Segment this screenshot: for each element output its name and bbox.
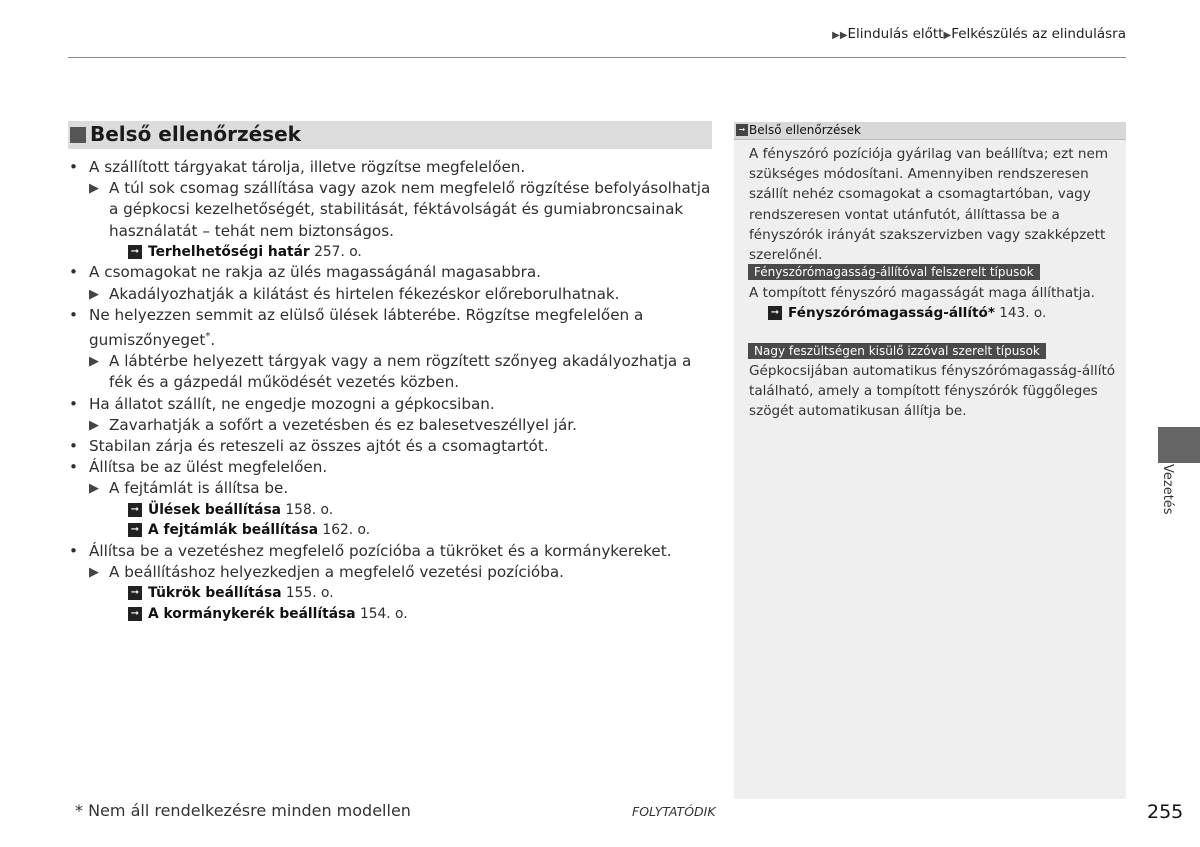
- triangle-icon: ▶: [943, 30, 952, 41]
- list-item-text: A szállított tárgyakat tárolja, illetve rögzítse megfelelően.: [89, 158, 526, 176]
- section-title: Belső ellenőrzések: [90, 122, 301, 146]
- list-item: [68, 262, 718, 283]
- sidebar-tag-1: Fényszórómagasság-állítóval felszerelt típusok: [748, 264, 1040, 280]
- list-subitem: [68, 178, 718, 242]
- list-item: [68, 436, 718, 457]
- reference-icon: ➞: [768, 306, 782, 320]
- bullet-icon: •: [69, 158, 78, 176]
- list-subitem-text: A fejtámlát is állítsa be.: [109, 479, 289, 498]
- reference-title[interactable]: Tükrök beállítása: [148, 585, 282, 602]
- footnote: * Nem áll rendelkezésre minden modellen: [75, 801, 411, 820]
- reference-page: 143. o.: [999, 305, 1047, 321]
- cross-reference[interactable]: [68, 500, 718, 521]
- arrow-icon: ▶: [89, 481, 99, 497]
- list-subitem: [68, 351, 718, 393]
- reference-title[interactable]: Terhelhetőségi határ: [148, 243, 310, 260]
- cross-reference[interactable]: [68, 583, 718, 604]
- sidebar-header-title: Belső ellenőrzések: [749, 123, 861, 137]
- list-subitem: [68, 415, 718, 436]
- cross-reference[interactable]: [68, 242, 718, 263]
- list-subitem-text: A lábtérbe helyezett tárgyak vagy a nem rögzített szőnyeg akadályozhatja a fék és a gázpedál működését vezetés közben.: [109, 352, 692, 392]
- arrow-icon: ▶: [89, 417, 99, 433]
- list-item: [68, 394, 718, 415]
- list-item-text: A csomagokat ne rakja az ülés magasságánál magasabbra.: [89, 263, 541, 282]
- reference-icon: ➞: [128, 607, 142, 621]
- footnote-marker: *: [205, 330, 211, 342]
- reference-title[interactable]: Ülések beállítása: [148, 501, 281, 518]
- list-item: [68, 305, 718, 351]
- list-item-text: Stabilan zárja és reteszeli az összes ajtót és a csomagtartót.: [89, 437, 549, 455]
- sidebar-paragraph-1: A fényszóró pozíciója gyárilag van beállítva; ezt nem szükséges módosítani. Amennyiben rendszeresen szállít nehéz csomagokat a csomagtartóban, vagy rendszeresen vontat utánfutót, állíttassa be a fényszórók irányát szakszervizben vagy szakképzett szerelőnél.: [749, 146, 1109, 264]
- reference-page: 155. o.: [285, 585, 334, 602]
- list-item-text: Ne helyezzen semmit az elülső ülések lábterébe. Rögzítse megfelelően a gumiszőnyeget: [89, 305, 644, 349]
- reference-icon: ➞: [128, 523, 142, 537]
- bullet-icon: •: [69, 541, 78, 560]
- breadcrumb: [832, 26, 1126, 42]
- reference-title[interactable]: A fejtámlák beállítása: [148, 522, 319, 539]
- header-divider: [68, 57, 1126, 58]
- arrow-icon: ▶: [89, 181, 99, 197]
- sidebar-paragraph-3: Gépkocsijában automatikus fényszórómagasság-állító található, amely a tompított fényszórók függőleges szögét automatikusan állítja be.: [749, 363, 1116, 420]
- bullet-icon: •: [69, 437, 78, 455]
- reference-page: 158. o.: [285, 501, 334, 518]
- bullet-icon: •: [69, 458, 78, 477]
- sidebar-cross-reference[interactable]: [768, 303, 1046, 323]
- bullet-icon: •: [69, 263, 78, 282]
- bullet-icon: •: [69, 394, 78, 413]
- list-subitem-text: Zavarhatják a sofőrt a vezetésben és ez balesetveszéllyel jár.: [109, 415, 577, 434]
- reference-page: 257. o.: [314, 243, 362, 260]
- section-heading: [68, 121, 712, 149]
- list-item-text: Állítsa be a vezetéshez megfelelő pozícióba a tükröket és a kormánykereket.: [89, 541, 672, 560]
- page-number: 255: [1147, 801, 1184, 823]
- list-item: [68, 157, 718, 178]
- list-subitem: [68, 562, 718, 583]
- chapter-tab-text: Vezetés: [1160, 464, 1175, 515]
- double-triangle-icon: ▶▶: [832, 30, 848, 41]
- list-subitem-text: A beállításhoz helyezkedjen a megfelelő vezetési pozícióba.: [109, 562, 564, 581]
- reference-icon: ➞: [736, 124, 748, 136]
- cross-reference[interactable]: [68, 520, 718, 541]
- arrow-icon: ▶: [89, 286, 99, 302]
- chapter-tab-label[interactable]: [1157, 464, 1181, 524]
- breadcrumb-item-2[interactable]: Felkészülés az elindulásra: [951, 26, 1126, 42]
- continued-label: FOLYTATÓDIK: [632, 804, 716, 819]
- footnote-marker: *: [987, 305, 995, 321]
- arrow-icon: ▶: [89, 354, 99, 370]
- reference-page: 162. o.: [322, 522, 371, 539]
- arrow-icon: ▶: [89, 564, 99, 580]
- list-subitem: [68, 284, 718, 305]
- list-subitem: [68, 478, 718, 499]
- bullet-icon: •: [69, 305, 78, 324]
- sidebar-header: [734, 122, 1126, 140]
- sidebar-note: [734, 122, 1126, 799]
- reference-icon: ➞: [128, 245, 142, 259]
- list-item: [68, 457, 718, 478]
- breadcrumb-item-1[interactable]: Elindulás előtt: [847, 26, 944, 42]
- list-subitem-text: A túl sok csomag szállítása vagy azok nem megfelelő rögzítése befolyásolhatja a gépkocsi kezelhetőségét, stabilitását, féktávolságát és gumiabroncsainak használatát – tehát nem biztonságos.: [109, 179, 711, 240]
- reference-title[interactable]: A kormánykerék beállítása: [148, 605, 356, 622]
- reference-title[interactable]: Fényszórómagasság-állító: [788, 305, 988, 321]
- chapter-tab-marker[interactable]: [1158, 427, 1200, 463]
- reference-icon: ➞: [128, 586, 142, 600]
- list-item-text-end: .: [210, 330, 216, 349]
- list-item: [68, 541, 718, 562]
- reference-icon: ➞: [128, 503, 142, 517]
- square-icon: [70, 127, 86, 143]
- reference-page: 154. o.: [359, 605, 408, 622]
- list-item-text: Ha állatot szállít, ne engedje mozogni a gépkocsiban.: [89, 394, 495, 413]
- sidebar-paragraph-2: A tompított fényszóró magasságát maga állíthatja.: [749, 285, 1095, 301]
- list-item-text: Állítsa be az ülést megfelelően.: [89, 458, 328, 477]
- cross-reference[interactable]: [68, 604, 718, 625]
- sidebar-tag-2: Nagy feszültségen kisülő izzóval szerelt típusok: [748, 343, 1046, 359]
- list-subitem-text: Akadályozhatják a kilátást és hirtelen fékezéskor előreborulhatnak.: [109, 284, 620, 303]
- main-content: [68, 157, 718, 624]
